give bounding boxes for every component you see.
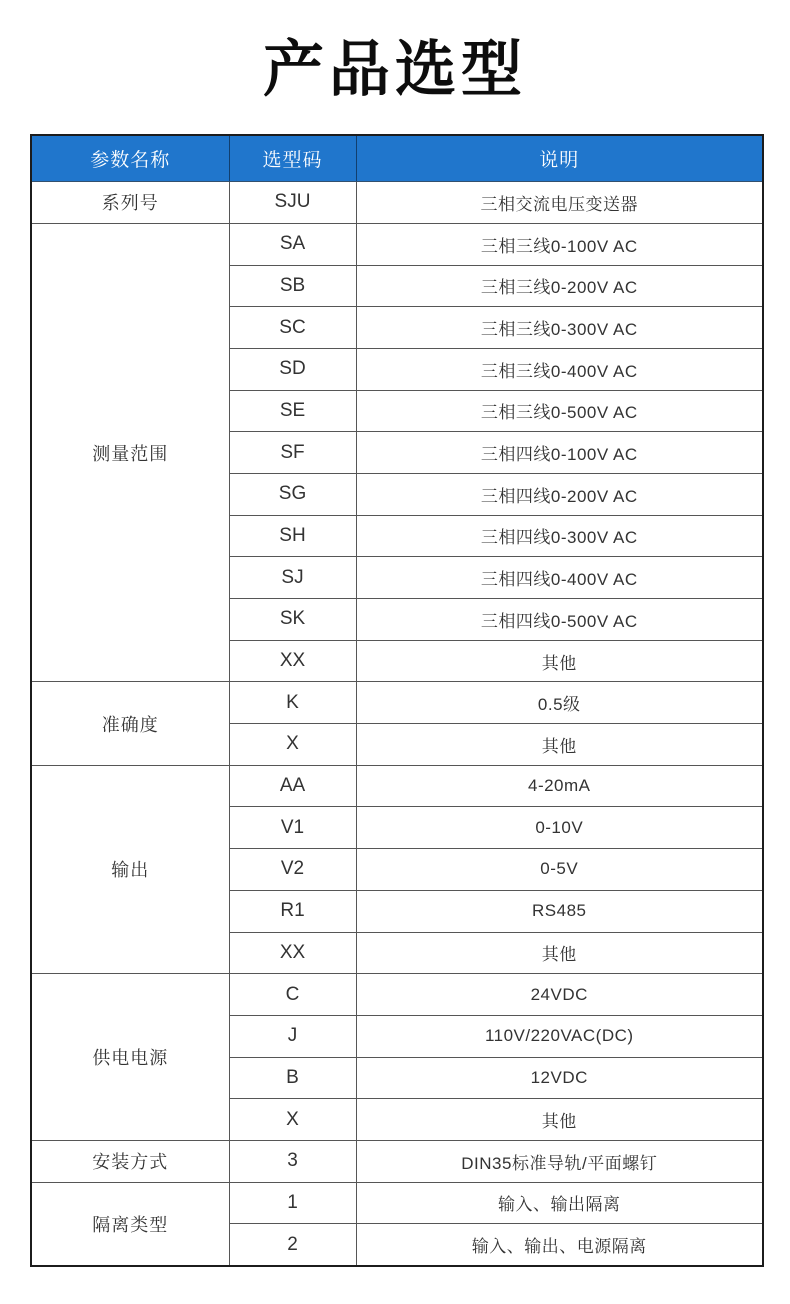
page-title: 产品选型 xyxy=(262,35,527,103)
param-name-cell: 准确度 xyxy=(31,682,229,765)
selection-code-cell: AA xyxy=(229,765,356,807)
description-cell: 0-5V xyxy=(356,849,763,891)
description-cell: 其他 xyxy=(356,932,763,974)
description-cell: 110V/220VAC(DC) xyxy=(356,1015,763,1057)
selection-code-cell: SK xyxy=(229,599,356,641)
selection-code-cell: XX xyxy=(229,640,356,682)
selection-code-cell: SB xyxy=(229,265,356,307)
description-cell: 4-20mA xyxy=(356,765,763,807)
description-cell: 三相三线0-200V AC xyxy=(356,265,763,307)
selection-code-cell: SJ xyxy=(229,557,356,599)
selection-table-body xyxy=(31,182,763,1266)
description-cell: 三相四线0-300V AC xyxy=(356,515,763,557)
selection-code-cell: SF xyxy=(229,432,356,474)
product-selection-table xyxy=(30,134,764,1267)
description-cell: 三相四线0-500V AC xyxy=(356,599,763,641)
selection-code-cell: SE xyxy=(229,390,356,432)
selection-code-cell: 3 xyxy=(229,1140,356,1182)
table-row xyxy=(31,223,763,265)
selection-code-cell: SG xyxy=(229,473,356,515)
selection-code-cell: SD xyxy=(229,348,356,390)
param-name-cell: 隔离类型 xyxy=(31,1182,229,1266)
selection-code-cell: K xyxy=(229,682,356,724)
description-cell: 其他 xyxy=(356,724,763,766)
table-row xyxy=(31,765,763,807)
param-name-cell: 安装方式 xyxy=(31,1140,229,1182)
selection-code-cell: SC xyxy=(229,307,356,349)
description-cell: 三相四线0-400V AC xyxy=(356,557,763,599)
param-name-cell: 供电电源 xyxy=(31,974,229,1141)
selection-code-cell: SJU xyxy=(229,182,356,224)
selection-code-cell: B xyxy=(229,1057,356,1099)
selection-code-cell: C xyxy=(229,974,356,1016)
selection-code-cell: SA xyxy=(229,223,356,265)
col-header-description: 说明 xyxy=(356,135,763,182)
selection-code-cell: 2 xyxy=(229,1224,356,1266)
description-cell: RS485 xyxy=(356,890,763,932)
selection-code-cell: X xyxy=(229,1099,356,1141)
description-cell: 三相三线0-500V AC xyxy=(356,390,763,432)
selection-code-cell: V2 xyxy=(229,849,356,891)
selection-code-cell: XX xyxy=(229,932,356,974)
col-header-param-name: 参数名称 xyxy=(31,135,229,182)
param-name-cell: 输出 xyxy=(31,765,229,973)
description-cell: 24VDC xyxy=(356,974,763,1016)
table-row xyxy=(31,1182,763,1224)
param-name-cell: 测量范围 xyxy=(31,223,229,682)
col-header-selection-code: 选型码 xyxy=(229,135,356,182)
description-cell: 三相四线0-200V AC xyxy=(356,473,763,515)
selection-code-cell: 1 xyxy=(229,1182,356,1224)
table-header-row xyxy=(31,135,763,182)
description-cell: 0.5级 xyxy=(356,682,763,724)
description-cell: DIN35标准导轨/平面螺钉 xyxy=(356,1140,763,1182)
table-row xyxy=(31,1140,763,1182)
description-cell: 其他 xyxy=(356,640,763,682)
table-row xyxy=(31,974,763,1016)
description-cell: 三相四线0-100V AC xyxy=(356,432,763,474)
description-cell: 12VDC xyxy=(356,1057,763,1099)
description-cell: 三相三线0-400V AC xyxy=(356,348,763,390)
table-row xyxy=(31,682,763,724)
description-cell: 三相三线0-100V AC xyxy=(356,223,763,265)
selection-code-cell: V1 xyxy=(229,807,356,849)
description-cell: 三相交流电压变送器 xyxy=(356,182,763,224)
selection-code-cell: X xyxy=(229,724,356,766)
description-cell: 0-10V xyxy=(356,807,763,849)
description-cell: 三相三线0-300V AC xyxy=(356,307,763,349)
table-row xyxy=(31,182,763,224)
selection-code-cell: J xyxy=(229,1015,356,1057)
selection-code-cell: SH xyxy=(229,515,356,557)
selection-code-cell: R1 xyxy=(229,890,356,932)
param-name-cell: 系列号 xyxy=(31,182,229,224)
description-cell: 其他 xyxy=(356,1099,763,1141)
description-cell: 输入、输出隔离 xyxy=(356,1182,763,1224)
description-cell: 输入、输出、电源隔离 xyxy=(356,1224,763,1266)
